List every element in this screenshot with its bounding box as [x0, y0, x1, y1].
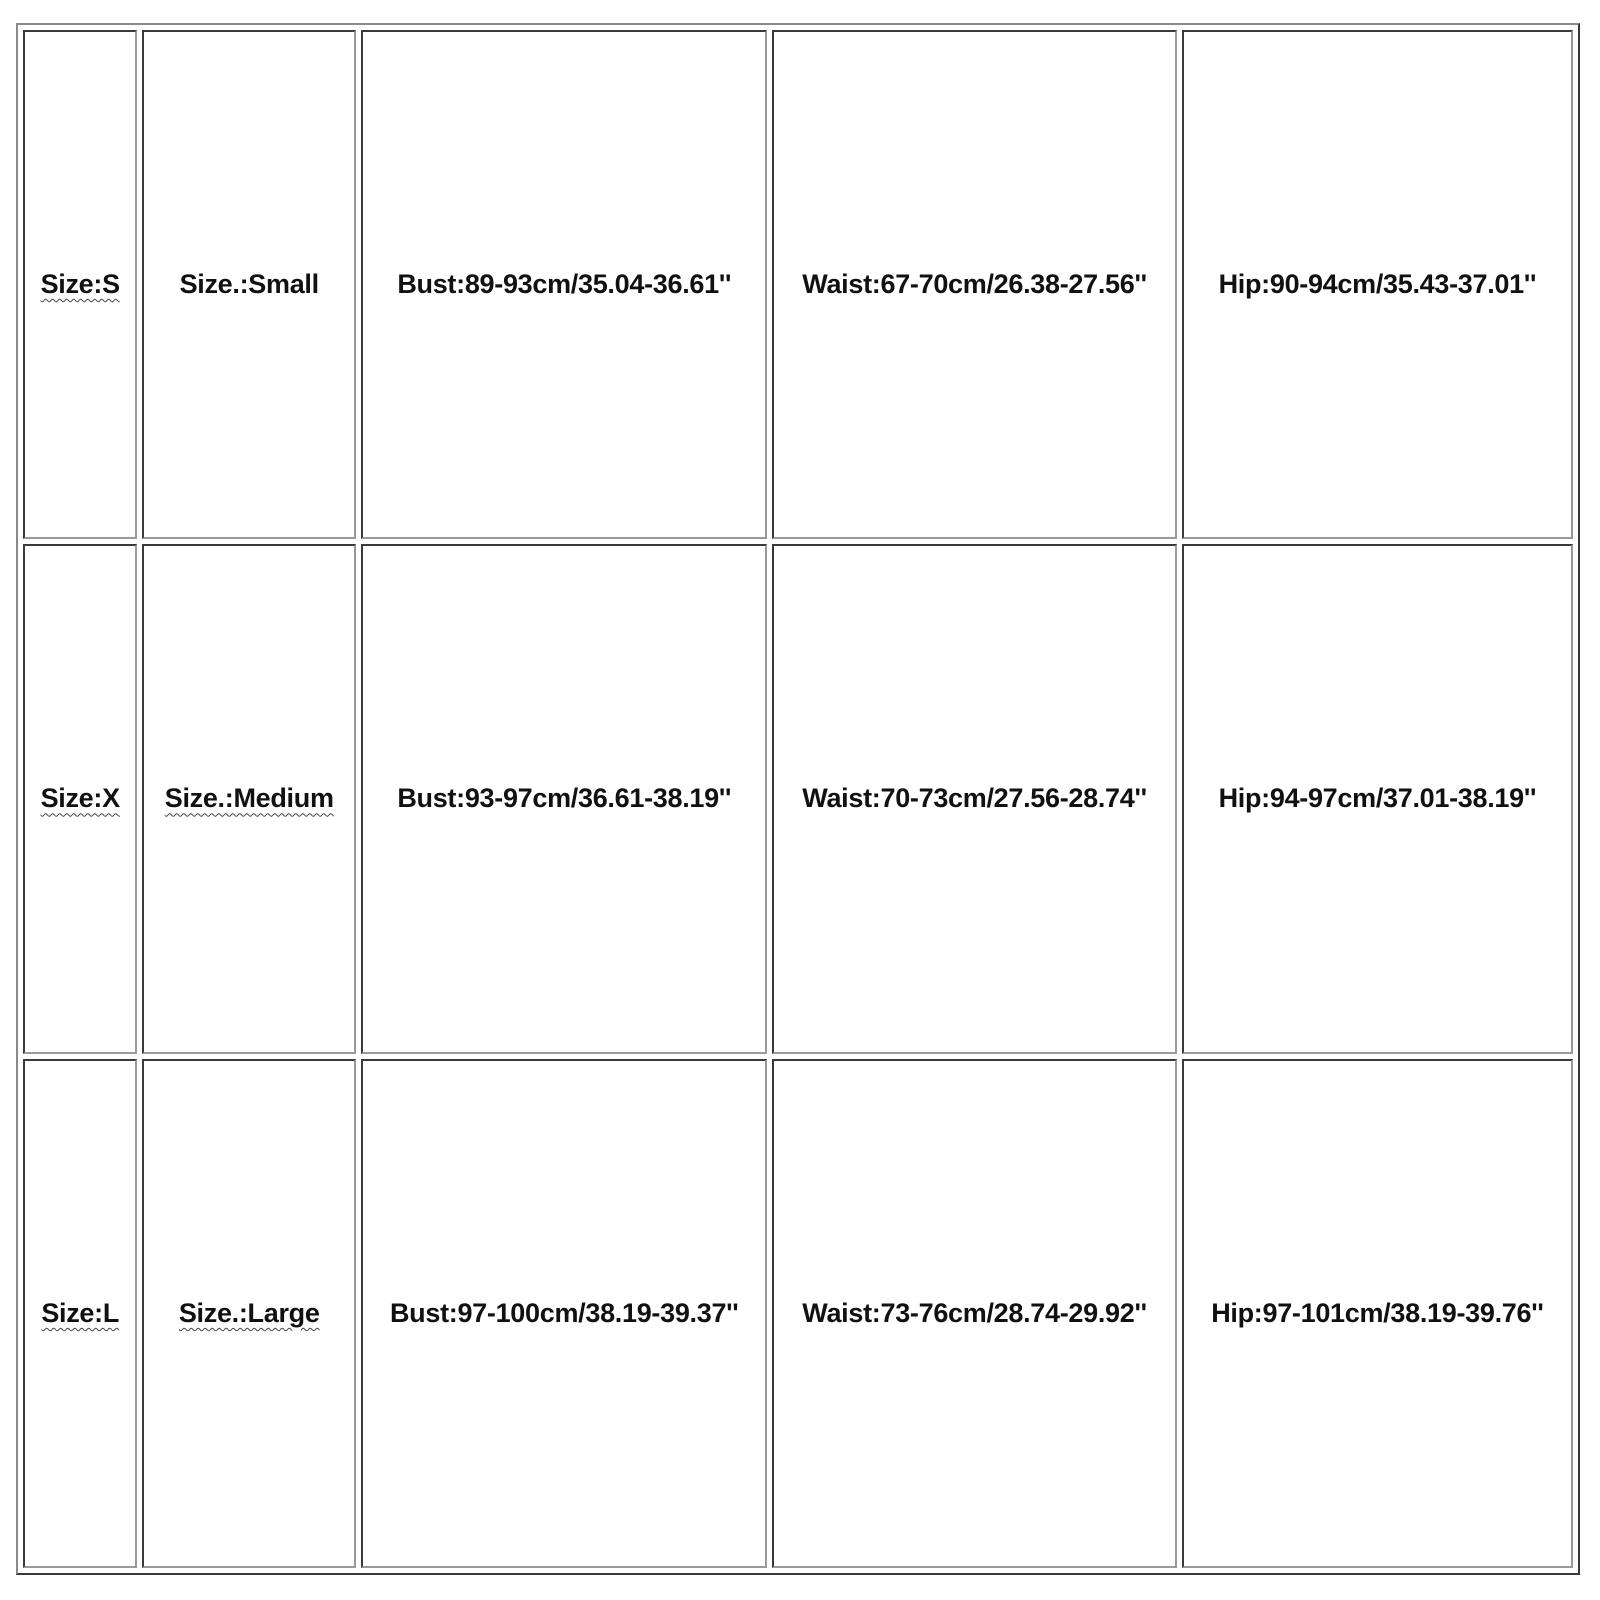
size-chart-table — [16, 23, 1580, 1575]
hip-cell — [1182, 30, 1573, 539]
size-name-cell — [142, 544, 356, 1053]
table-row — [23, 30, 1573, 539]
hip-cell — [1182, 1059, 1573, 1568]
hip-measurement: Hip:97-101cm/38.19-39.76'' — [1211, 1297, 1544, 1328]
table-row — [23, 1059, 1573, 1568]
hip-measurement: Hip:94-97cm/37.01-38.19'' — [1218, 783, 1537, 814]
table-row — [23, 544, 1573, 1053]
waist-measurement: Waist:70-73cm/27.56-28.74'' — [802, 783, 1147, 814]
size-name: Size.:Small — [179, 269, 319, 300]
size-code: Size:X — [40, 783, 120, 814]
hip-measurement: Hip:90-94cm/35.43-37.01'' — [1218, 269, 1537, 300]
waist-measurement: Waist:67-70cm/26.38-27.56'' — [802, 269, 1147, 300]
hip-cell — [1182, 544, 1573, 1053]
size-code-cell — [23, 30, 137, 539]
size-code: Size:L — [41, 1297, 120, 1328]
size-code-cell — [23, 544, 137, 1053]
bust-measurement: Bust:89-93cm/35.04-36.61'' — [397, 269, 732, 300]
size-code-cell — [23, 1059, 137, 1568]
bust-cell — [361, 30, 767, 539]
waist-cell — [772, 30, 1176, 539]
waist-measurement: Waist:73-76cm/28.74-29.92'' — [802, 1297, 1147, 1328]
size-name: Size.:Large — [178, 1297, 320, 1328]
size-name: Size.:Medium — [164, 783, 334, 814]
size-code: Size:S — [40, 269, 120, 300]
size-name-cell — [142, 30, 356, 539]
bust-measurement: Bust:93-97cm/36.61-38.19'' — [397, 783, 732, 814]
bust-cell — [361, 1059, 767, 1568]
waist-cell — [772, 544, 1176, 1053]
bust-cell — [361, 544, 767, 1053]
size-name-cell — [142, 1059, 356, 1568]
bust-measurement: Bust:97-100cm/38.19-39.37'' — [389, 1297, 739, 1328]
waist-cell — [772, 1059, 1176, 1568]
